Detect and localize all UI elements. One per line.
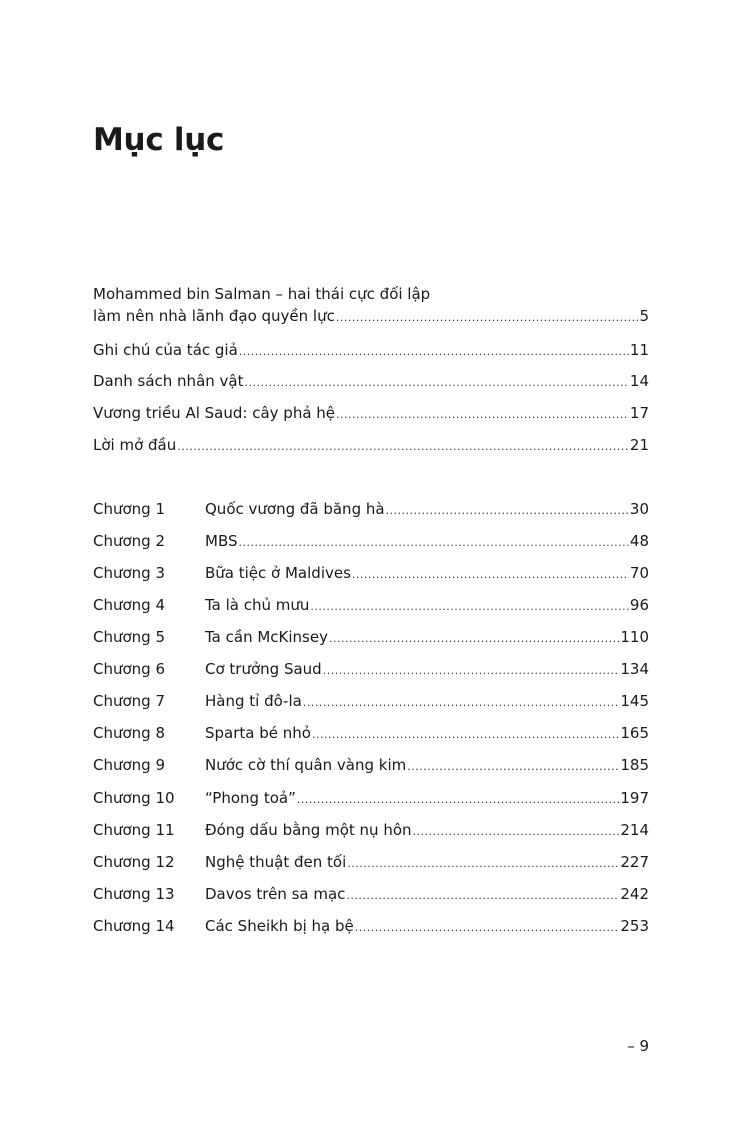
chapter-number: Chương 8 bbox=[93, 724, 166, 742]
chapter-page: 30 bbox=[629, 500, 649, 518]
chapter-entry[interactable] bbox=[93, 563, 649, 585]
leader-dots bbox=[347, 854, 619, 874]
chapter-title: Hàng tỉ đô-la bbox=[205, 692, 302, 710]
chapter-title: Bữa tiệc ở Maldives bbox=[205, 564, 351, 582]
chapter-entry[interactable] bbox=[93, 659, 649, 681]
chapter-number: Chương 3 bbox=[93, 564, 166, 582]
toc-entry[interactable] bbox=[93, 340, 649, 362]
leader-dots bbox=[239, 342, 629, 362]
leader-dots bbox=[346, 886, 619, 906]
leader-dots bbox=[303, 693, 620, 713]
toc-entry[interactable] bbox=[93, 435, 649, 457]
chapter-number: Chương 14 bbox=[93, 917, 175, 935]
chapter-entry[interactable] bbox=[93, 531, 649, 553]
chapter-number: Chương 6 bbox=[93, 660, 166, 678]
chapter-page: 253 bbox=[620, 917, 649, 935]
toc-entry[interactable] bbox=[93, 306, 649, 328]
chapter-number: Chương 2 bbox=[93, 532, 166, 550]
chapter-number: Chương 10 bbox=[93, 789, 175, 807]
leader-dots bbox=[244, 373, 628, 393]
page-title: Mục lục bbox=[93, 122, 225, 158]
chapter-entry[interactable] bbox=[93, 723, 649, 745]
chapter-number: Chương 13 bbox=[93, 885, 175, 903]
toc-entry-page: 17 bbox=[629, 404, 649, 422]
leader-dots bbox=[329, 629, 619, 649]
toc-entry-page: 5 bbox=[639, 307, 649, 325]
chapter-title: Ta là chủ mưu bbox=[205, 596, 310, 614]
chapter-entry[interactable] bbox=[93, 852, 649, 874]
toc-entry[interactable] bbox=[93, 403, 649, 425]
leader-dots bbox=[323, 661, 620, 681]
chapter-number: Chương 5 bbox=[93, 628, 166, 646]
leader-dots bbox=[352, 565, 629, 585]
toc-entry-label: Danh sách nhân vật bbox=[93, 372, 244, 390]
chapter-entry[interactable] bbox=[93, 788, 649, 810]
leader-dots bbox=[407, 757, 619, 777]
chapter-title: Các Sheikh bị hạ bệ bbox=[205, 917, 354, 935]
chapter-entry[interactable] bbox=[93, 916, 649, 938]
leader-dots bbox=[355, 918, 620, 938]
chapter-entry[interactable] bbox=[93, 820, 649, 842]
chapter-page: 242 bbox=[620, 885, 649, 903]
chapter-entry[interactable] bbox=[93, 884, 649, 906]
leader-dots bbox=[177, 437, 629, 457]
chapter-number: Chương 4 bbox=[93, 596, 166, 614]
toc-entry[interactable] bbox=[93, 371, 649, 393]
toc-entry-page: 21 bbox=[629, 436, 649, 454]
chapter-page: 134 bbox=[620, 660, 649, 678]
chapter-entry[interactable] bbox=[93, 755, 649, 777]
toc-entry-page: 14 bbox=[629, 372, 649, 390]
chapter-number: Chương 11 bbox=[93, 821, 175, 839]
chapter-title: Cơ trưởng Saud bbox=[205, 660, 322, 678]
leader-dots bbox=[297, 790, 620, 810]
chapter-number: Chương 7 bbox=[93, 692, 166, 710]
chapter-page: 185 bbox=[620, 756, 649, 774]
chapter-title: Sparta bé nhỏ bbox=[205, 724, 311, 742]
chapter-title: “Phong toả” bbox=[205, 789, 296, 807]
chapter-entry[interactable] bbox=[93, 595, 649, 617]
chapter-page: 70 bbox=[629, 564, 649, 582]
toc-entry-intro-line1: Mohammed bin Salman – hai thái cực đối lập bbox=[93, 285, 431, 303]
chapter-entry[interactable] bbox=[93, 691, 649, 713]
chapter-title: Nước cờ thí quân vàng kim bbox=[205, 756, 407, 774]
chapter-page: 197 bbox=[620, 789, 649, 807]
chapter-page: 145 bbox=[620, 692, 649, 710]
chapter-entry[interactable] bbox=[93, 499, 649, 521]
chapter-page: 96 bbox=[629, 596, 649, 614]
chapter-title: MBS bbox=[205, 532, 238, 550]
chapter-title: Ta cần McKinsey bbox=[205, 628, 328, 646]
chapter-title: Đóng dấu bằng một nụ hôn bbox=[205, 821, 412, 839]
toc-entry-label: Vương triều Al Saud: cây phả hệ bbox=[93, 404, 336, 422]
chapter-page: 214 bbox=[620, 821, 649, 839]
chapter-title: Davos trên sa mạc bbox=[205, 885, 346, 903]
leader-dots bbox=[386, 501, 629, 521]
chapter-number: Chương 1 bbox=[93, 500, 166, 518]
leader-dots bbox=[312, 725, 619, 745]
toc-entry-label: làm nên nhà lãnh đạo quyền lực bbox=[93, 307, 335, 325]
leader-dots bbox=[310, 597, 628, 617]
chapter-page: 110 bbox=[620, 628, 649, 646]
toc-entry-label: Lời mở đầu bbox=[93, 436, 177, 454]
chapter-number: Chương 12 bbox=[93, 853, 175, 871]
chapter-title: Nghệ thuật đen tối bbox=[205, 853, 347, 871]
chapter-page: 48 bbox=[629, 532, 649, 550]
chapter-page: 165 bbox=[620, 724, 649, 742]
toc-entry-page: 11 bbox=[629, 341, 649, 359]
leader-dots bbox=[336, 405, 629, 425]
chapter-number: Chương 9 bbox=[93, 756, 166, 774]
chapter-page: 227 bbox=[620, 853, 649, 871]
leader-dots bbox=[413, 822, 620, 842]
leader-dots bbox=[239, 533, 629, 553]
toc-entry-label: Ghi chú của tác giả bbox=[93, 341, 238, 359]
chapter-title: Quốc vương đã băng hà bbox=[205, 500, 385, 518]
page-number: – 9 bbox=[627, 1037, 649, 1055]
leader-dots bbox=[336, 308, 639, 328]
chapter-entry[interactable] bbox=[93, 627, 649, 649]
